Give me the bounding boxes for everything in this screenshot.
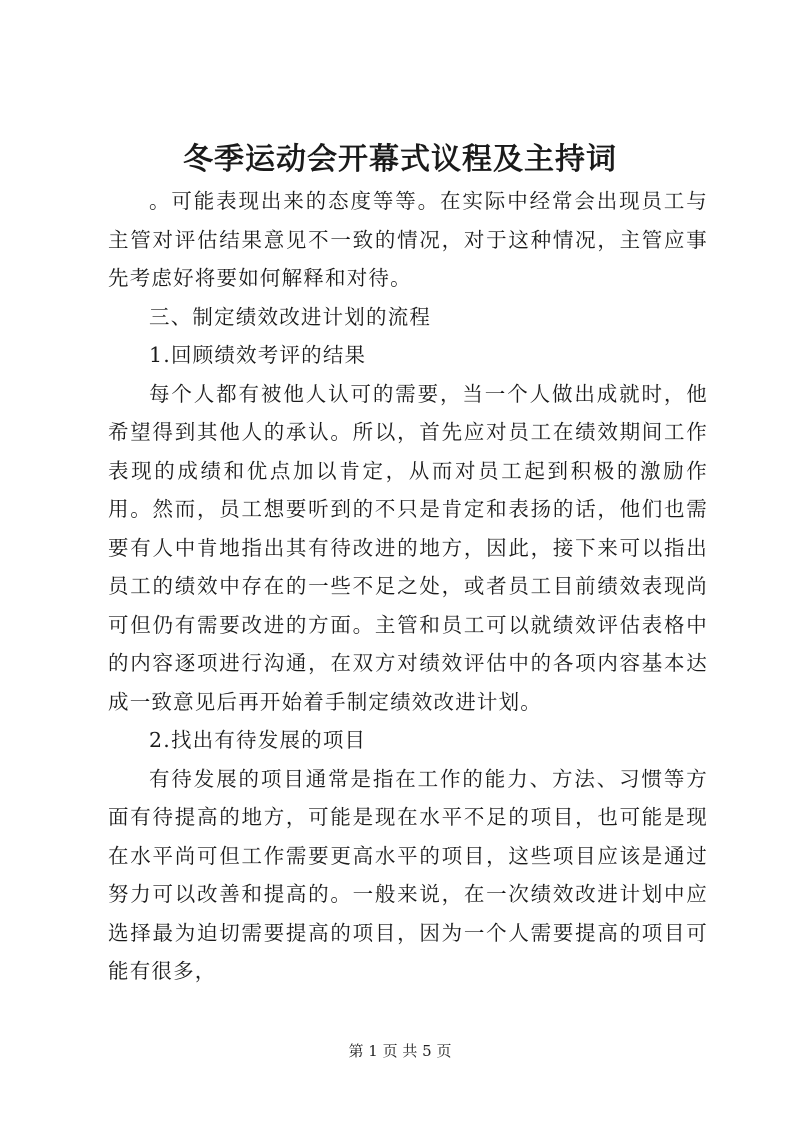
document-title: 冬季运动会开幕式议程及主持词 xyxy=(183,142,617,177)
document-body xyxy=(108,182,708,991)
paragraph-review: 每个人都有被他人认可的需要，当一个人做出成就时，他希望得到其他人的承认。所以，首先应对员工在绩效期间工作表现的成绩和优点加以肯定，从而对员工起到积极的激励作用。然而，员工想要听到的不只是肯定和表扬的话，他们也需要有人中肯地指出其有待改进的地方，因此，接下来可以指出员工的绩效中存在的一些不足之处，或者员工目前绩效表现尚可但仍有需要改进的方面。主管和员工可以就绩效评估表格中的内容逐项进行沟通，在双方对绩效评估中的各项内容基本达成一致意见后再开始着手制定绩效改进计划。 xyxy=(108,381,708,714)
subheading-2: 2.找出有待发展的项目 xyxy=(149,728,367,752)
subheading-1: 1.回顾绩效考评的结果 xyxy=(149,343,367,367)
section-heading-3: 三、制定绩效改进计划的流程 xyxy=(149,304,432,329)
page-footer: 第 1 页 共 5 页 xyxy=(348,1042,452,1060)
paragraph-intro: 。可能表现出来的态度等等。在实际中经常会出现员工与主管对评估结果意见不一致的情况，对于这种情况，主管应事先考虑好将要如何解释和对待。 xyxy=(108,189,708,290)
paragraph-development: 有待发展的项目通常是指在工作的能力、方法、习惯等方面有待提高的地方，可能是现在水平不足的项目，也可能是现在水平尚可但工作需要更高水平的项目，这些项目应该是通过努力可以改善和提高的。一般来说，在一次绩效改进计划中应选择最为迫切需要提高的项目，因为一个人需要提高的项目可能有很多， xyxy=(108,766,708,983)
